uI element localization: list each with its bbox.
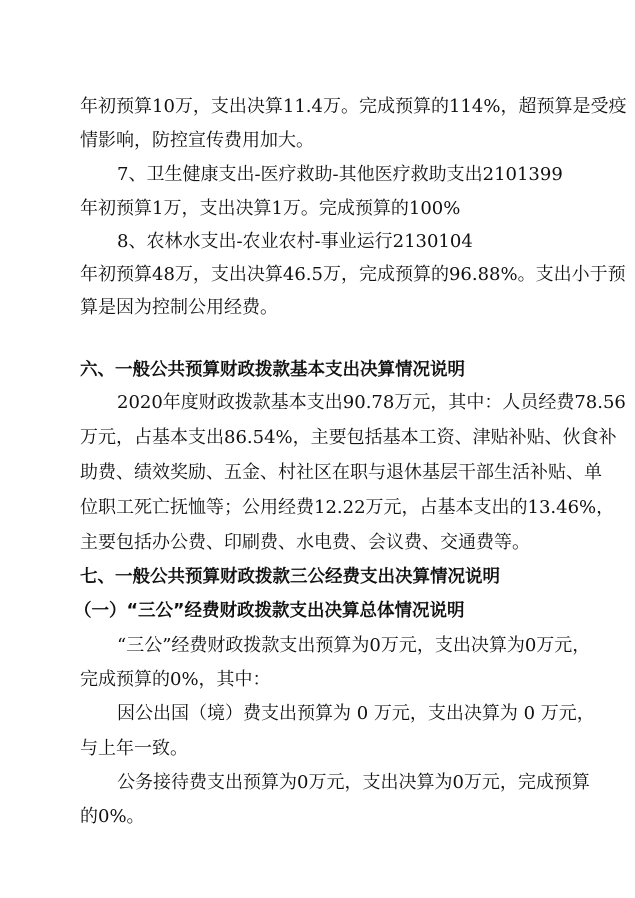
section-7-heading: 七、一般公共预算财政拨款三公经费支出决算情况说明 bbox=[80, 567, 500, 587]
intro-line-2: 情影响，防控宣传费用加大。 bbox=[80, 130, 314, 151]
section-6-line-3: 助费、绩效奖励、五金、村社区在职与退休基层干部生活补贴、单 bbox=[80, 462, 602, 483]
section-6-heading: 六、一般公共预算财政拨款基本支出决算情况说明 bbox=[80, 360, 465, 380]
reception-para-line-2: 的0%。 bbox=[80, 806, 145, 827]
reception-para-line-1: 公务接待费支出预算为0万元，支出决算为0万元，完成预算 bbox=[117, 772, 590, 793]
section-7-sub-heading: （一）“三公”经费财政拨款支出决算总体情况说明 bbox=[74, 601, 465, 621]
section-6-line-2: 万元，占基本支出86.54%，主要包括基本工资、津贴补贴、伙食补 bbox=[80, 427, 617, 448]
intro-line-1: 年初预算10万，支出决算11.4万。完成预算的114%，超预算是受疫 bbox=[80, 96, 627, 117]
section-6-line-1: 2020年度财政拨款基本支出90.78万元，其中：人员经费78.56 bbox=[117, 392, 626, 413]
item-8-detail-line-1: 年初预算48万，支出决算46.5万，完成预算的96.88%。支出小于预 bbox=[80, 264, 626, 285]
three-public-para-1-line-1: “三公”经费财政拨款支出预算为0万元，支出决算为0万元， bbox=[117, 635, 591, 656]
three-public-para-1-line-2: 完成预算的0%，其中： bbox=[80, 669, 271, 690]
item-7-detail: 年初预算1万，支出决算1万。完成预算的100% bbox=[80, 198, 461, 219]
overseas-para-line-2: 与上年一致。 bbox=[80, 738, 188, 759]
section-6-line-4: 位职工死亡抚恤等；公用经费12.22万元，占基本支出的13.46%， bbox=[80, 497, 615, 518]
overseas-para-line-1: 因公出国（境）费支出预算为 0 万元，支出决算为 0 万元， bbox=[117, 703, 595, 724]
section-6-line-5: 主要包括办公费、印刷费、水电费、会议费、交通费等。 bbox=[80, 532, 530, 553]
item-8-title: 8、农林水支出-农业农村-事业运行2130104 bbox=[117, 231, 473, 252]
item-8-detail-line-2: 算是因为控制公用经费。 bbox=[80, 297, 278, 318]
item-7-title: 7、卫生健康支出-医疗救助-其他医疗救助支出2101399 bbox=[117, 164, 563, 185]
